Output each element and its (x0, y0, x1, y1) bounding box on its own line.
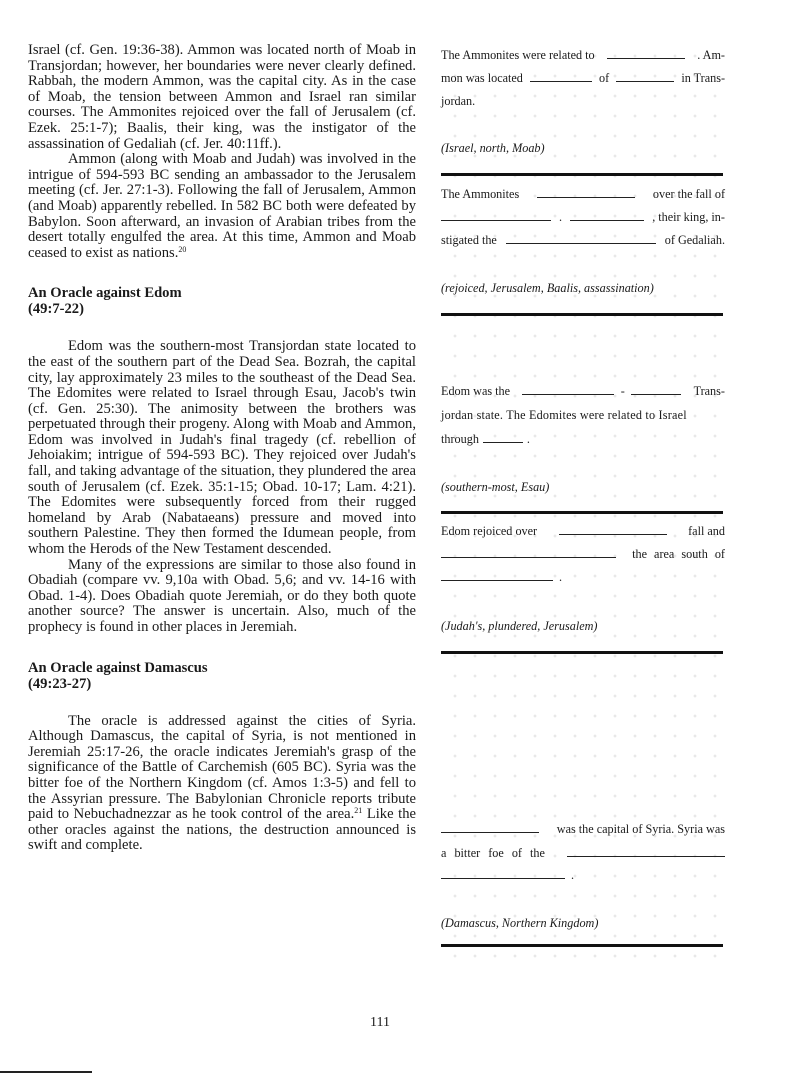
page-number: 111 (370, 1015, 390, 1030)
question-text: stigated the (441, 233, 497, 247)
answer-blank[interactable] (570, 211, 644, 221)
question-text: mon was located (441, 71, 523, 85)
question-text: jordan. (441, 94, 476, 108)
answer-blank[interactable] (559, 525, 667, 535)
answer-blank[interactable] (506, 234, 656, 244)
question-text: Edom was the (441, 384, 511, 398)
paragraph-damascus-1 (28, 714, 416, 854)
divider-rule (441, 511, 723, 514)
divider-rule (441, 651, 723, 654)
body-text-column (28, 43, 416, 854)
answer-key: (rejoiced, Jerusalem, Baalis, assassination) (441, 281, 654, 295)
paragraph-ammon-2-text: Ammon (along with Moab and Judah) was involved in the intrigue of 594-593 BC sending an ambassador to the Jerusalem meeting (cf. Jer. 27:1-3). Following the fall of Jerusalem, Ammon (and Moab) apparently rebelled. In 582 BC both were defeated by Babylon. Soon afterward, an invasion of Arabian tribes from the desert totally engulfed the area. At this time, Ammon and Moab ceased to exist as nations. (28, 151, 416, 261)
divider-rule (441, 944, 723, 947)
question-text: . (571, 868, 575, 882)
question-text: Trans- (693, 384, 725, 398)
question-text: through (441, 432, 479, 446)
question-text: over the fall of (652, 187, 725, 201)
question-text: fall and (688, 524, 725, 538)
footnote-marker-20: 20 (178, 244, 187, 254)
question-text: was the capital of Syria. Syria was (556, 822, 725, 836)
answer-blank[interactable] (631, 385, 681, 395)
answer-blank[interactable] (441, 869, 565, 879)
divider-rule (441, 173, 723, 176)
paragraph-ammon-2 (28, 152, 416, 261)
question-text: . (526, 432, 530, 446)
divider-rule (441, 313, 723, 316)
section-title-edom: An Oracle against Edom (28, 285, 182, 302)
answer-blank[interactable] (567, 847, 725, 857)
paragraph-edom-1: Edom was the southern-most Transjordan state located to the east of the southern part of the Dead Sea. Bozrah, the capital city, lay approximately 23 miles to the southeast of the Dead Sea. The Edomites were related to Israel through Esau, Jacob's twin (cf. Gen. 25:30). The animosity between the brothers was perpetuated through their progeny. Along with Moab and Ammon, Edom was involved in Judah's final tragedy (cf. rebellion of Jehoiakim; intrigue of 594-593 BC). They rejoiced over Judah's fall, and taking advantage of the situation, they plundered the area south of Jerusalem (cf. Ezek. 35:1-15; Obad. 10-17; Lam. 4:21). The Edomites were subsequently forced from their rugged homeland by Arab (Nabataeans) pressure and moved into southern Palestine. They then formed the Idumean people, from whom the Herods of the New Testament descended. (28, 338, 416, 558)
question-text: - (620, 384, 625, 398)
answer-key: (Judah's, plundered, Jerusalem) (441, 619, 598, 633)
footnote-marker-21: 21 (354, 806, 363, 816)
question-text: a bitter foe of the (441, 846, 545, 860)
answer-key: (Israel, north, Moab) (441, 141, 545, 155)
answer-blank[interactable] (537, 188, 635, 198)
question-text: . (559, 210, 563, 224)
answer-blank[interactable] (441, 823, 539, 833)
answer-blank[interactable] (530, 72, 592, 82)
section-reference-edom: (49:7-22) (28, 301, 84, 318)
section-title-damascus: An Oracle against Damascus (28, 659, 208, 676)
question-text: of (599, 71, 610, 85)
question-text: . (559, 570, 563, 584)
question-text: The Ammonites were related to (441, 48, 595, 62)
answer-blank[interactable] (441, 211, 551, 221)
question-text: . Am- (697, 48, 725, 62)
question-text: in Trans- (681, 71, 725, 85)
question-text: The Ammonites (441, 187, 520, 201)
question-text: jordan state. The Edomites were related to Israel (441, 408, 687, 422)
section-reference-damascus: (49:23-27) (28, 675, 92, 692)
answer-blank[interactable] (607, 49, 685, 59)
answer-blank[interactable] (441, 571, 553, 581)
paragraph-ammon-1: Israel (cf. Gen. 19:36-38). Ammon was located north of Moab in Transjordan; however, her boundaries were never clearly defined. Rabbah, the modern Ammon, was the capital city. As in the case of Moab, the tension between Ammon and Israel ran similar courses. The Ammonites rejoiced over the fall of Jerusalem (cf. Ezek. 25:1-7); Baalis, their king, was the instigator of the assassination of Gedaliah (cf. Jer. 40:11ff.). (28, 42, 416, 152)
paragraph-edom-2: Many of the expressions are similar to those also found in Obadiah (compare vv. 9,10a with Obad. 5,6; and vv. 14-16 with Obad. 1-4). Does Obadiah quote Jeremiah, or do they both quote another source? The answer is uncertain. Also, much of the prophecy is found in other places in Jeremiah. (28, 556, 416, 635)
answer-blank[interactable] (483, 433, 523, 443)
question-text: the area south of (632, 547, 725, 561)
question-text: , their king, in- (652, 210, 725, 224)
section-heading-damascus (28, 660, 416, 692)
paragraph-damascus-1a: The oracle is addressed against the cities of Syria. Although Damascus, the capital of Syria, is not mentioned in Jeremiah 25:17-26, the oracle indicates Jeremiah's grasp of the significance of the Battle of Carchemish (605 BC). Syria was the bitter foe of the Northern Kingdom (cf. Amos 1:3-5) and fell to the Assyrian pressure. The Babylonian Chronicle reports tribute paid to Nebuchadnezzar as he took control of the area. (28, 712, 416, 823)
question-text: Edom rejoiced over (441, 524, 538, 538)
worksheet-column (441, 40, 725, 970)
answer-blank[interactable] (522, 385, 614, 395)
answer-blank[interactable] (441, 548, 616, 558)
paragraph-damascus-1b: Like the other oracles against the nations, the destruction announced is swift and complete. (28, 806, 416, 854)
section-heading-edom (28, 285, 416, 317)
answer-key: (southern-most, Esau) (441, 480, 550, 494)
answer-key: (Damascus, Northern Kingdom) (441, 916, 599, 930)
question-text: of Gedaliah. (664, 233, 725, 247)
answer-blank[interactable] (616, 72, 674, 82)
